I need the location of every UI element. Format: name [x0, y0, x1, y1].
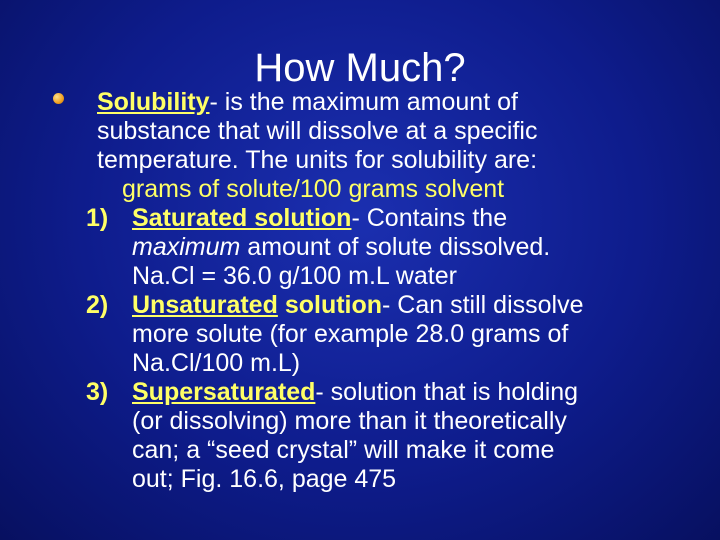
saturated-example: Na.Cl = 36.0 g/100 m.L water: [132, 262, 457, 290]
item-number: 2): [86, 291, 109, 319]
units-line: grams of solute/100 grams solvent: [122, 175, 505, 203]
definition-line-1: Solubility- is the maximum amount of: [97, 88, 518, 116]
solubility-definition: [97, 88, 697, 204]
definition-line-2: substance that will dissolve at a specific: [97, 117, 538, 145]
supersaturated-term: Supersaturated: [132, 378, 316, 406]
solution-types-list: [86, 204, 706, 494]
unsaturated-example: Na.Cl/100 m.L): [132, 349, 301, 377]
saturated-term: Saturated solution: [132, 204, 352, 232]
solubility-term: Solubility: [97, 88, 210, 116]
list-item-supersaturated: 3) Supersaturated- solution that is holding (or dissolving) more than it theoretically can; a “seed crystal” will make it come out; Fig. 16.6, page 475: [86, 378, 706, 494]
item-number: 3): [86, 378, 109, 406]
unsaturated-term: Unsaturated: [132, 291, 278, 319]
list-item-unsaturated: 2) Unsaturated solution- Can still dissolve more solute (for example 28.0 grams of Na.Cl/100 m.L): [86, 291, 706, 378]
figure-reference: out; Fig. 16.6, page 475: [132, 465, 397, 493]
maximum-emphasis: maximum: [132, 233, 241, 261]
item-number: 1): [86, 204, 109, 232]
slide-title: How Much?: [254, 46, 466, 90]
bullet-dot-icon: [53, 93, 64, 104]
definition-line-3: temperature. The units for solubility are:: [97, 146, 538, 174]
list-item-saturated: 1) Saturated solution- Contains the maximum amount of solute dissolved. Na.Cl = 36.0 g/100 m.L water: [86, 204, 706, 291]
